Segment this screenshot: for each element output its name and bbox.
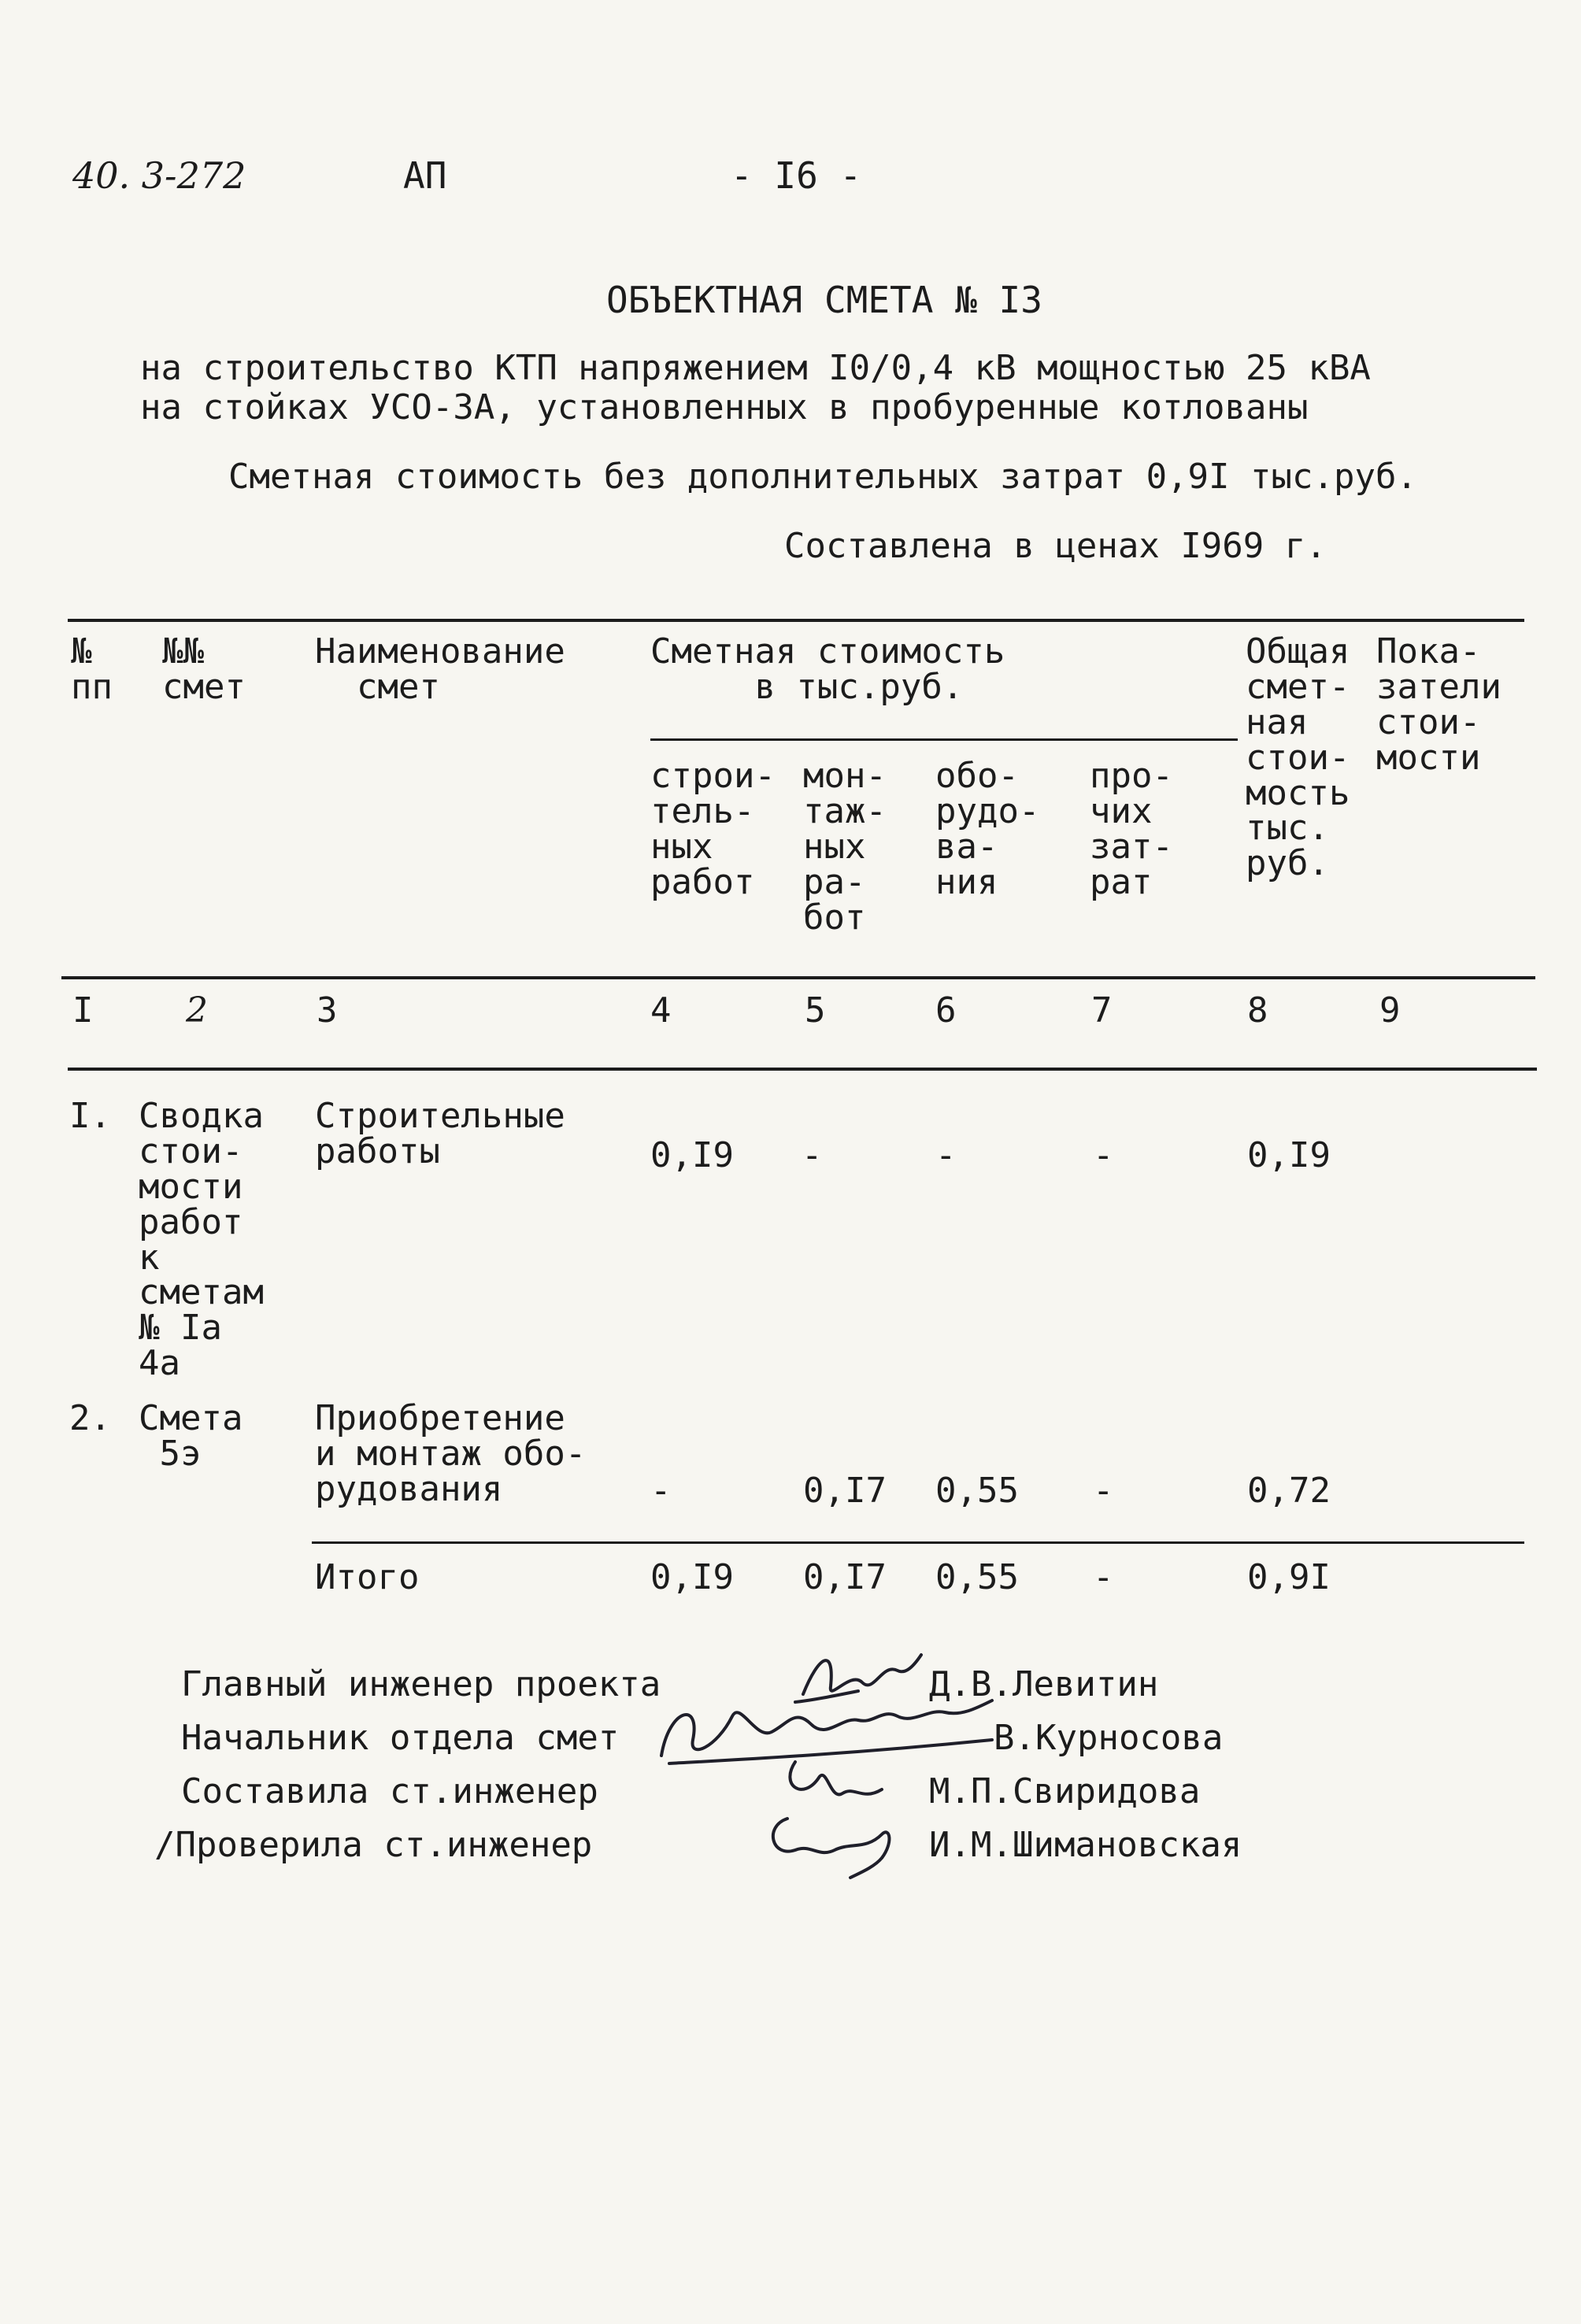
column-number-7: 7: [1091, 990, 1113, 1031]
signature-name-chief-engineer: Д.В.Левитин: [929, 1664, 1159, 1704]
row-2-construction: -: [650, 1471, 672, 1511]
signature-name-compiled-by: М.П.Свиридова: [929, 1771, 1201, 1811]
row-2-equipment: 0,55: [935, 1471, 1019, 1511]
total-overall: 0,9I: [1247, 1557, 1331, 1597]
column-number-5: 5: [805, 990, 826, 1031]
column-number-1: I: [72, 990, 94, 1031]
row-1-installation: -: [802, 1135, 823, 1175]
row-1-number: I.: [69, 1096, 111, 1136]
total-row-rule: [312, 1541, 1524, 1544]
header-row-number: № пп: [71, 631, 113, 707]
column-numbers-rule: [68, 1068, 1537, 1071]
signature-name-checked-by: И.М.Шимановская: [929, 1825, 1242, 1865]
header-other-costs: про- чих зат- рат: [1090, 756, 1173, 902]
header-estimate-number: №№ смет: [162, 631, 246, 707]
subject-line-1: на строительство КТП напряжением I0/0,4 кВ мощностью 25 кВА: [140, 348, 1371, 388]
row-1-construction: 0,I9: [650, 1135, 734, 1175]
table-top-rule: [68, 619, 1524, 622]
column-number-3: 3: [317, 990, 338, 1031]
signature-role-chief-engineer: Главный инженер проекта: [181, 1664, 661, 1704]
row-1-estimate-ref: Сводка стои- мости работ к сметам № Iа 4а: [139, 1096, 264, 1384]
page-number: - I6 -: [731, 154, 862, 197]
total-other: -: [1093, 1557, 1114, 1597]
row-2-number: 2.: [69, 1398, 111, 1438]
signature-role-checked-by: /Проверила ст.инженер: [154, 1825, 593, 1865]
handwritten-signature-4: [756, 1795, 913, 1882]
header-bottom-rule: [61, 976, 1535, 979]
header-estimate-name: Наименование смет: [315, 631, 565, 707]
row-1-equipment: -: [935, 1135, 957, 1175]
column-number-4: 4: [650, 990, 672, 1031]
row-2-other: -: [1093, 1471, 1114, 1511]
estimated-cost-line: Сметная стоимость без дополнительных затрат 0,9I тыс.руб.: [228, 457, 1417, 497]
header-cost-indicators: Пока- затели стои- мости: [1376, 631, 1501, 778]
header-equipment: обо- рудо- ва- ния: [935, 756, 1040, 902]
header-group-rule: [650, 738, 1238, 741]
row-2-total: 0,72: [1247, 1471, 1331, 1511]
series-label: АП: [403, 154, 447, 197]
column-number-6: 6: [935, 990, 957, 1031]
subject-line-2: на стойках УСО-3А, установленных в пробуренные котлованы: [140, 387, 1309, 427]
column-number-9: 9: [1379, 990, 1401, 1031]
total-construction: 0,I9: [650, 1557, 734, 1597]
total-installation: 0,I7: [803, 1557, 887, 1597]
prices-year-line: Составлена в ценах I969 г.: [784, 526, 1327, 566]
total-equipment: 0,55: [935, 1557, 1019, 1597]
document-code: 40. 3-272: [72, 154, 246, 197]
signature-name-head-estimates: В.Курносова: [994, 1718, 1224, 1758]
row-2-installation: 0,I7: [803, 1471, 887, 1511]
total-row-label: Итого: [315, 1557, 420, 1597]
header-construction-works: строи- тель- ных работ: [650, 756, 776, 902]
header-installation-works: мон- таж- ных ра- бот: [803, 756, 887, 938]
column-number-8: 8: [1247, 990, 1268, 1031]
document-title: ОБЪЕКТНАЯ СМЕТА № I3: [606, 279, 1042, 321]
row-1-other: -: [1093, 1135, 1114, 1175]
row-1-name: Строительные работы: [315, 1096, 565, 1171]
signature-role-head-estimates: Начальник отдела смет: [181, 1718, 620, 1758]
signature-role-compiled-by: Составила ст.инженер: [181, 1771, 598, 1811]
column-number-2: 2: [186, 990, 208, 1031]
row-2-estimate-ref: Смета 5э: [139, 1398, 243, 1474]
row-1-total: 0,I9: [1247, 1135, 1331, 1175]
header-estimated-cost-group: Сметная стоимость в тыс.руб.: [650, 631, 1005, 707]
row-2-name: Приобретение и монтаж обо- рудования: [315, 1398, 587, 1509]
header-total-cost: Общая смет- ная стои- мость тыс. руб.: [1246, 631, 1350, 884]
